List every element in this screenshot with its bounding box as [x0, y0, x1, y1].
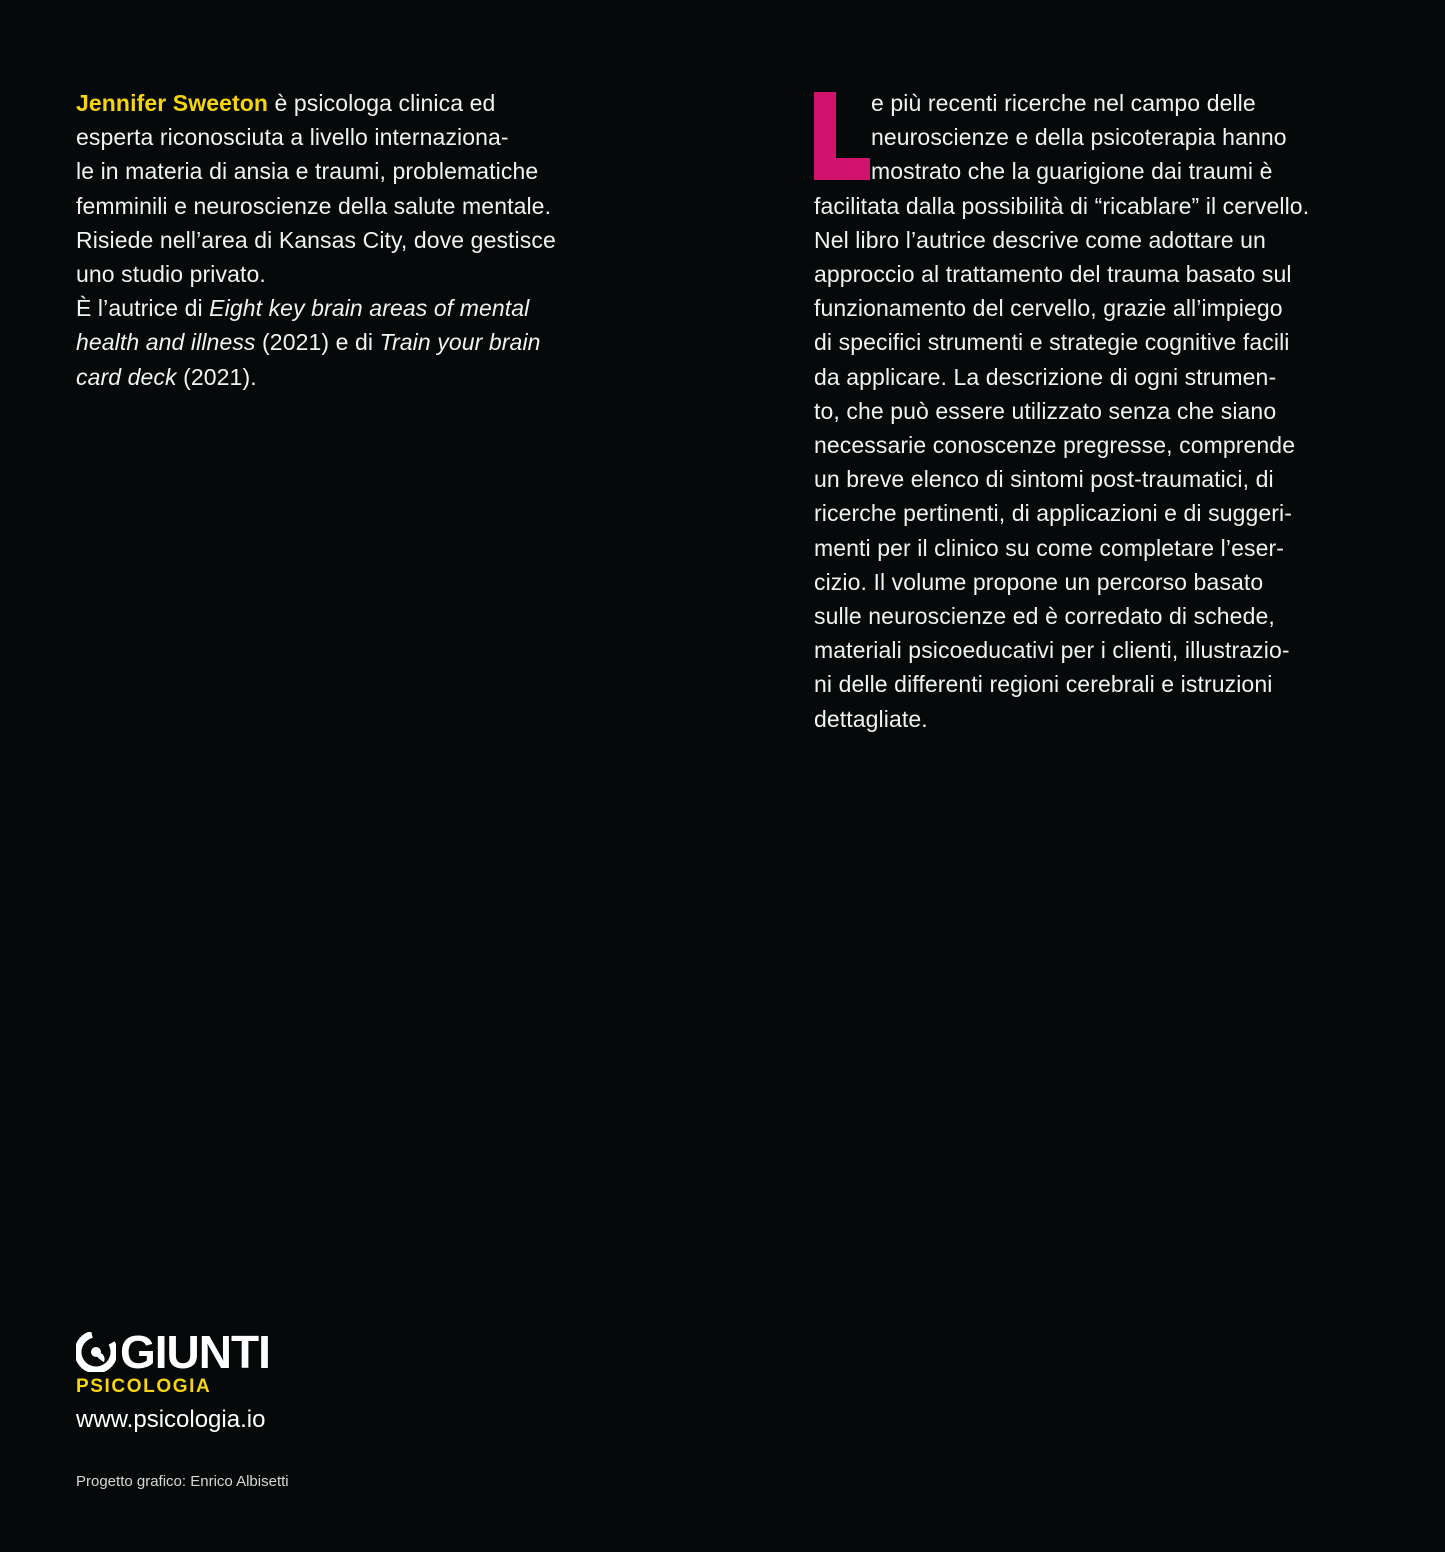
bio-works-line: [76, 325, 616, 359]
description-line: dettagliate.: [814, 705, 928, 732]
giunti-swirl-icon: [76, 1332, 116, 1372]
description-line: necessarie conoscenze pregresse, comprende: [814, 432, 1296, 459]
description-line: ricerche pertinenti, di applicazioni e di suggeri-: [814, 500, 1293, 527]
brand-row: [76, 1328, 336, 1376]
description-line: neuroscienze e della psicoterapia hanno: [871, 124, 1287, 151]
description-line: funzionamento del cervello, grazie all’impiego: [814, 295, 1283, 322]
description-line: di specifici strumenti e strategie cognitive facili: [814, 329, 1290, 356]
book-description: [814, 86, 1374, 736]
description-line: approccio al trattamento del trauma basato sul: [814, 261, 1292, 288]
description-line: menti per il clinico su come completare l’eser-: [814, 534, 1284, 561]
author-bio: [76, 86, 616, 394]
work-title-2-cont: card deck: [76, 363, 177, 390]
bio-line: Risiede nell’area di Kansas City, dove gestisce: [76, 226, 556, 253]
description-line: facilitata dalla possibilità di “ricablare” il cervello.: [814, 192, 1310, 219]
publisher-name: GIUNTI: [120, 1326, 270, 1378]
bio-line: uno studio privato.: [76, 261, 266, 288]
bio-works-line: [76, 291, 616, 325]
bio-line: femminili e neuroscienze della salute mentale.: [76, 192, 552, 219]
bio-line: [76, 86, 616, 120]
publisher-imprint: PSICOLOGIA: [76, 1376, 212, 1397]
description-line: cizio. Il volume propone un percorso basato: [814, 568, 1264, 595]
bio-line-text: è psicologa clinica ed: [268, 90, 496, 116]
bio-works-middle: (2021) e di: [255, 329, 380, 356]
work-title-1: Eight key brain areas of mental: [209, 295, 530, 322]
author-name: Jennifer Sweeton: [76, 90, 269, 116]
design-credit: Progetto grafico: Enrico Albisetti: [76, 1473, 289, 1490]
description-line: sulle neuroscienze ed è corredato di schede,: [814, 603, 1275, 630]
description-line: da applicare. La descrizione di ogni strumen-: [814, 363, 1277, 390]
bio-works-suffix: (2021).: [176, 363, 257, 390]
work-title-1-cont: health and illness: [76, 329, 256, 356]
publisher-website: www.psicologia.io: [76, 1406, 266, 1433]
description-line: e più recenti ricerche nel campo delle: [871, 90, 1256, 116]
work-title-2: Train your brain: [379, 329, 541, 356]
bio-works-prefix: È l’autrice di: [76, 295, 210, 322]
description-line: ni delle differenti regioni cerebrali e istruzioni: [814, 671, 1273, 698]
description-line: mostrato che la guarigione dai traumi è: [871, 158, 1273, 185]
publisher-logo: [76, 1328, 336, 1398]
bio-line: esperta riconosciuta a livello internaziona-: [76, 124, 509, 151]
description-line: un breve elenco di sintomi post-traumatici, di: [814, 466, 1274, 493]
bio-works-line: [76, 360, 616, 394]
description-line: Nel libro l’autrice descrive come adottare un: [814, 226, 1266, 253]
description-line: materiali psicoeducativi per i clienti, illustrazio-: [814, 637, 1290, 664]
bio-line: le in materia di ansia e traumi, problematiche: [76, 158, 539, 185]
description-line: to, che può essere utilizzato senza che siano: [814, 397, 1277, 424]
